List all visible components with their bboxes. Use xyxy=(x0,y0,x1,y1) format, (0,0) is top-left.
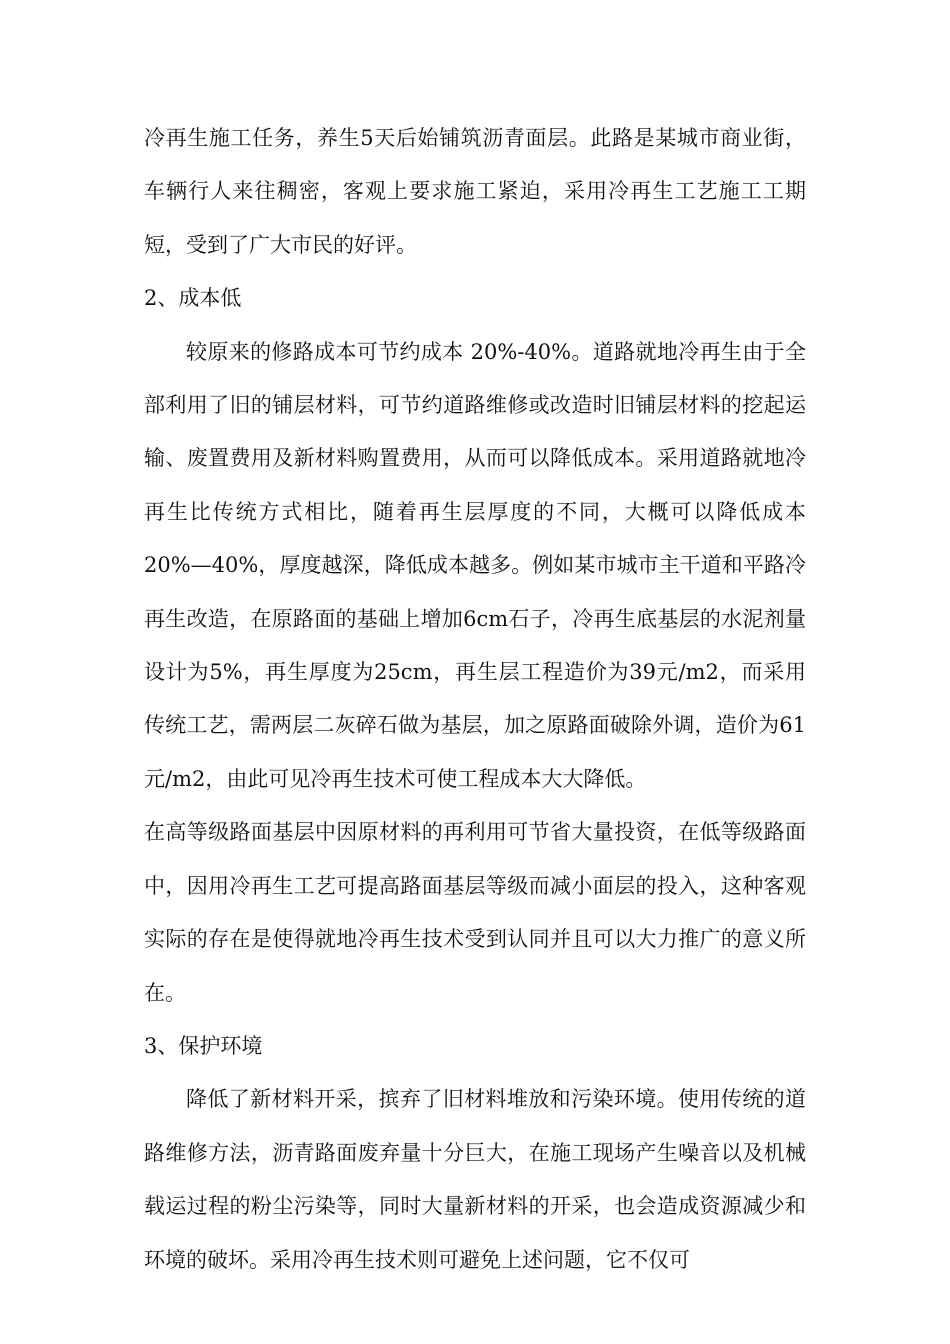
paragraph-environment-protection: 降低了新材料开采，摈弃了旧材料堆放和污染环境。使用传统的道路维修方法，沥青路面废弃量十分巨大，在施工现场产生噪音以及机械载运过程的粉尘污染等，同时大量新材料的开采，也会造成资源减少和环境的破坏。采用冷再生技术则可避免上述问题，它不仅可 xyxy=(144,1087,806,1272)
paragraph-investment-significance: 在高等级路面基层中因原材料的再利用可节省大量投资，在低等级路面中，因用冷再生工艺可提高路面基层等级而减小面层的投入，这种客观实际的存在是使得就地冷再生技术受到认同并且可以大力推广的意义所在。 xyxy=(144,820,806,1005)
paragraph-cost-savings: 较原来的修路成本可节约成本 20%-40%。道路就地冷再生由于全部利用了旧的铺层材料，可节约道路维修或改造时旧铺层材料的挖起运输、废置费用及新材料购置费用，从而可以降低成本。采用道路就地冷再生比传统方式相比，随着再生层厚度的不同，大概可以降低成本 20%—40%，厚度越深，降低成本越多。例如某市城市主干道和平路冷再生改造，在原路面的基础上增加6cm石子，冷再生底基层的水泥剂量设计为5%，再生厚度为25cm，再生层工程造价为39元/m2，而采用传统工艺，需两层二灰碎石做为基层，加之原路面破除外调，造价为61元/m2，由此可见冷再生技术可使工程成本大大降低。 xyxy=(144,339,806,791)
section-heading-low-cost: 2、成本低 xyxy=(144,286,242,311)
section-heading-environment: 3、保护环境 xyxy=(144,1033,263,1058)
document-body xyxy=(144,112,806,1287)
paragraph-construction-task: 冷再生施工任务，养生5天后始铺筑沥青面层。此路是某城市商业街，车辆行人来往稠密，客观上要求施工紧迫，采用冷再生工艺施工工期短，受到了广大市民的好评。 xyxy=(144,126,806,257)
